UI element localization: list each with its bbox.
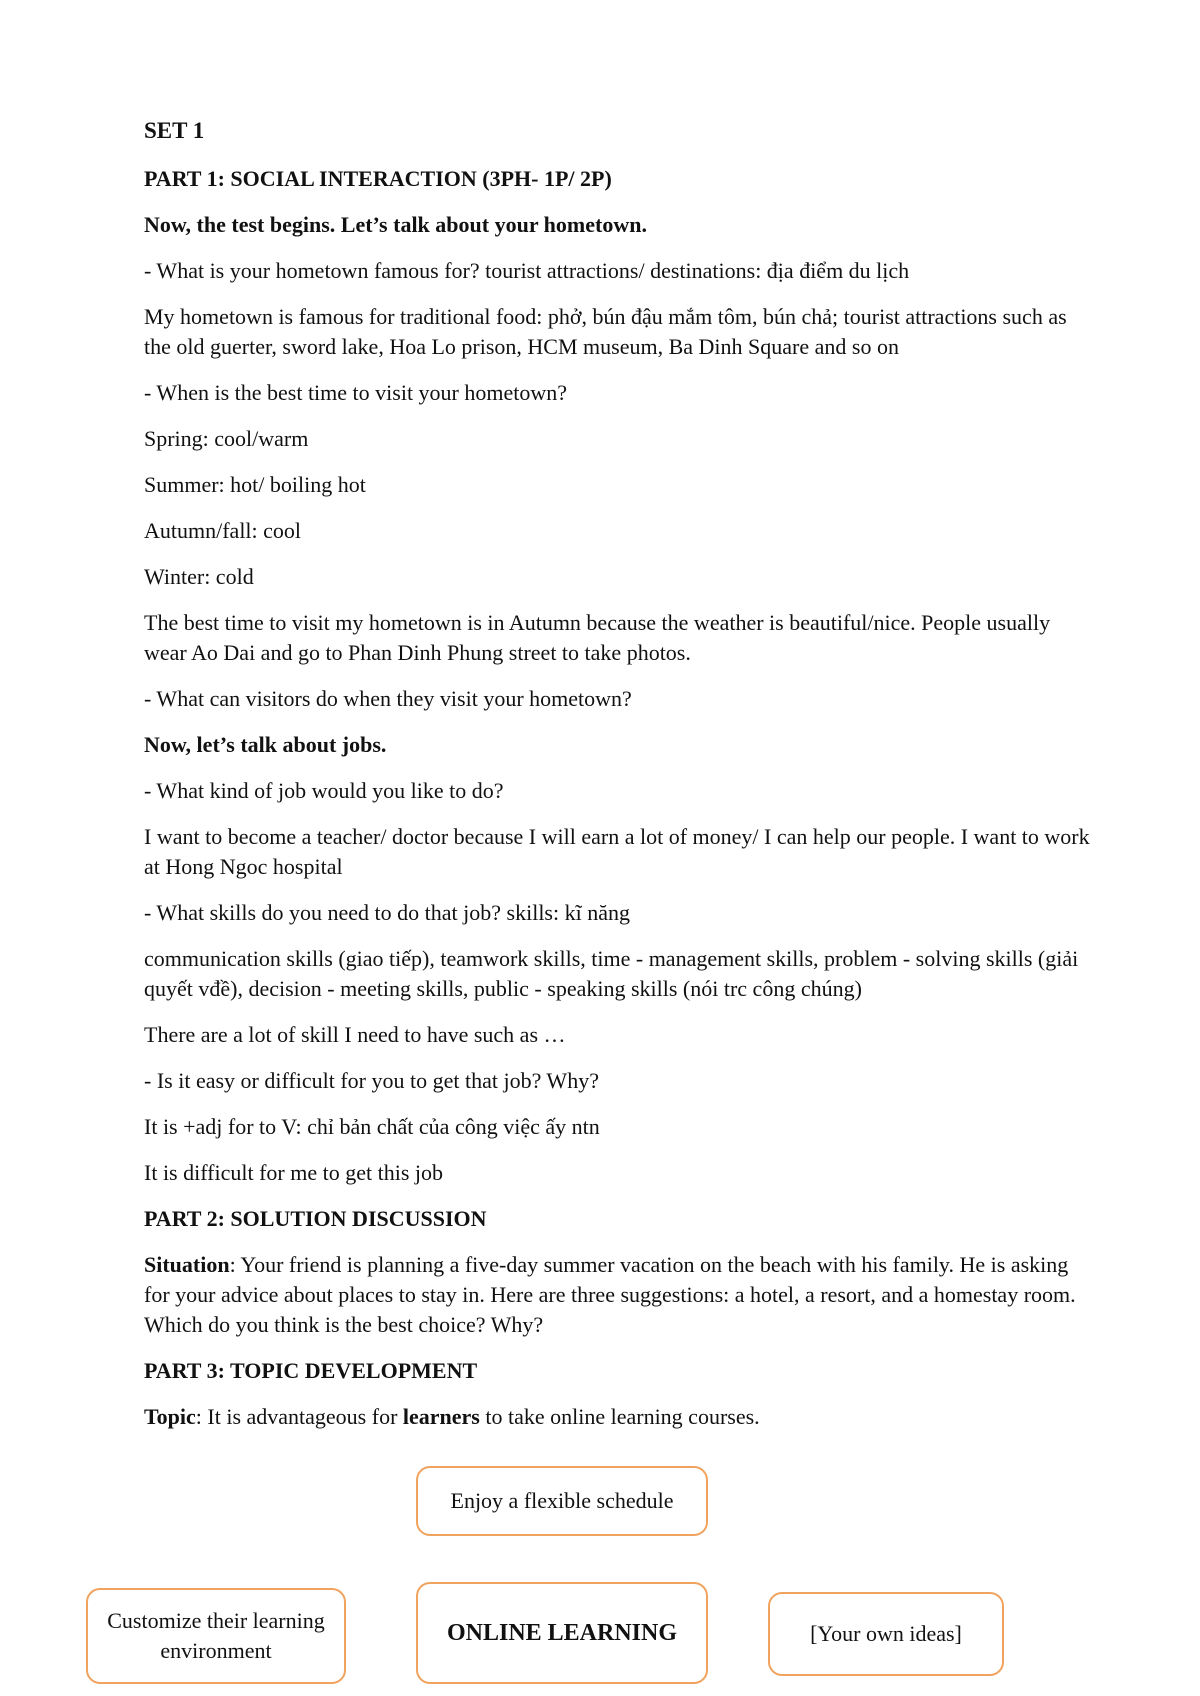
season-winter: Winter: cold [144,564,254,589]
season-autumn: Autumn/fall: cool [144,518,302,543]
answer-best-time: The best time to visit my hometown is in Autumn because the weather is beautiful/nice. People usually wear Ao Dai and go to Phan Dinh Phung street to take photos. [144,610,1051,665]
question-job-kind: - What kind of job would you like to do? [144,778,504,803]
season-spring: Spring: cool/warm [144,426,309,451]
answer-easy-difficult-2: It is difficult for me to get this job [144,1160,443,1185]
situation-text: : Your friend is planning a five-day summer vacation on the beach with his family. He is asking for your advice about places to stay in. Here are three suggestions: a hotel, a resort, and a homestay room. Which do you think is the best choice? Why? [144,1252,1076,1337]
mindmap-box-online-learning: ONLINE LEARNING [416,1582,708,1684]
part2-heading: PART 2: SOLUTION DISCUSSION [144,1206,487,1231]
topic-text-after: to take online learning courses. [479,1404,760,1429]
situation-paragraph [144,1250,1094,1340]
situation-label: Situation [144,1252,230,1277]
mindmap-box-customize: Customize their learning environment [86,1588,346,1684]
part1-heading: PART 1: SOCIAL INTERACTION (3PH- 1P/ 2P) [144,166,612,191]
document-body [144,116,1094,1448]
question-famous: - What is your hometown famous for? tourist attractions/ destinations: địa điểm du lịch [144,258,910,283]
topic-text-before: : It is advantageous for [195,1404,403,1429]
answer-skills: communication skills (giao tiếp), teamwork skills, time - management skills, problem - solving skills (giải quyết vđề), decision - meeting skills, public - speaking skills (nói trc công chúng) [144,946,1079,1001]
question-best-time: - When is the best time to visit your hometown? [144,380,568,405]
part3-heading: PART 3: TOPIC DEVELOPMENT [144,1358,478,1383]
question-easy-difficult: - Is it easy or difficult for you to get that job? Why? [144,1068,599,1093]
set-title: SET 1 [144,118,205,143]
answer-easy-difficult: It is +adj for to V: chỉ bản chất của công việc ấy ntn [144,1114,600,1139]
answer-skills-2: There are a lot of skill I need to have such as … [144,1022,566,1047]
mindmap-box-flexible-schedule: Enjoy a flexible schedule [416,1466,708,1536]
question-skills: - What skills do you need to do that job? skills: kĩ năng [144,900,630,925]
jobs-intro: Now, let’s talk about jobs. [144,732,387,757]
topic-label: Topic [144,1404,196,1429]
mindmap-box-own-ideas: [Your own ideas] [768,1592,1004,1676]
topic-bold-word: learners [402,1404,480,1429]
season-summer: Summer: hot/ boiling hot [144,472,366,497]
answer-famous: My hometown is famous for traditional food: phở, bún đậu mắm tôm, bún chả; tourist attractions such as the old guerter, sword lake, Hoa Lo prison, HCM museum, Ba Dinh Square and so on [144,304,1067,359]
hometown-intro: Now, the test begins. Let’s talk about your hometown. [144,212,647,237]
answer-job-kind: I want to become a teacher/ doctor because I will earn a lot of money/ I can help our people. I want to work at Hong Ngoc hospital [144,824,1090,879]
topic-paragraph [144,1402,1094,1432]
question-visitors: - What can visitors do when they visit your hometown? [144,686,632,711]
